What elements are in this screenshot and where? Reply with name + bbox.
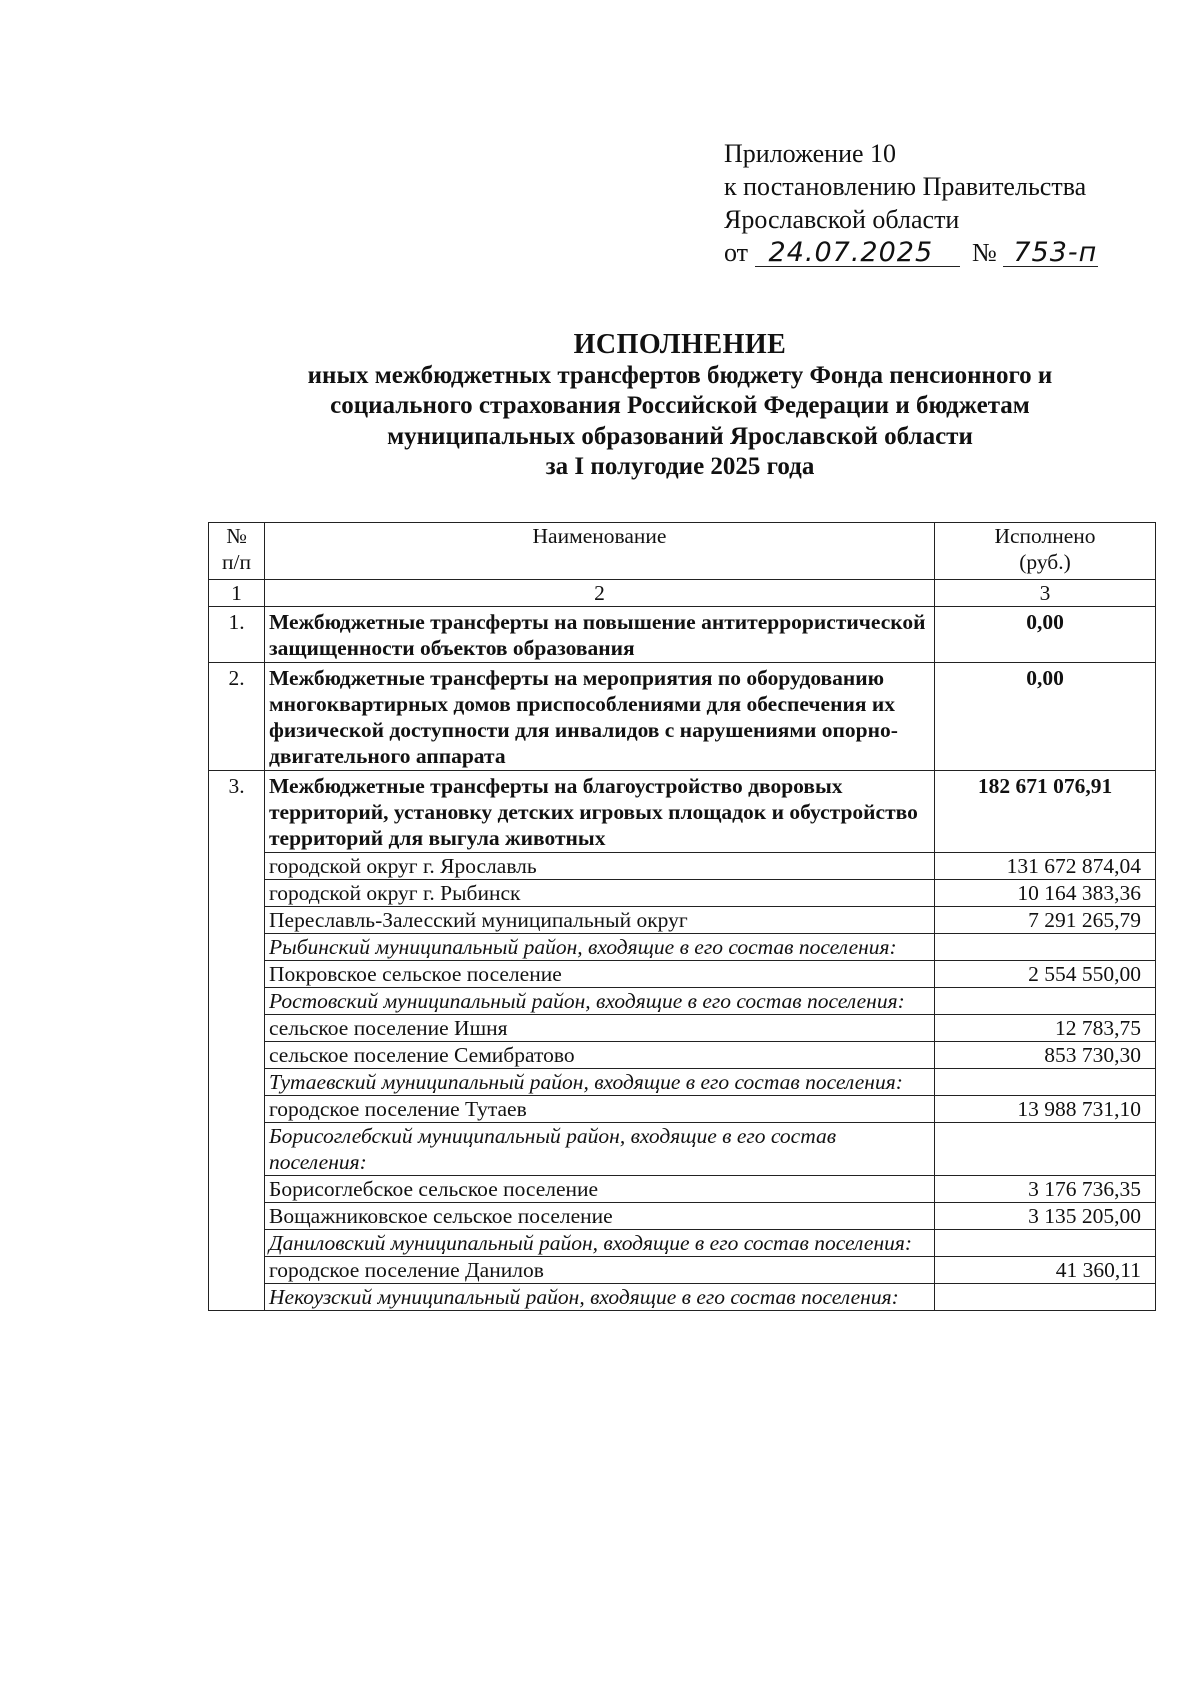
table-row [209, 1176, 1156, 1203]
section-2-num: 2. [209, 663, 265, 771]
municipality-amount: 13 988 731,10 [935, 1096, 1156, 1123]
table-row [209, 1203, 1156, 1230]
municipality-amount: 131 672 874,04 [935, 853, 1156, 880]
header-executed [935, 523, 1156, 580]
title-line-1: иных межбюджетных трансфертов бюджету Фонда пенсионного и [307, 361, 1053, 389]
handwritten-number: 753-п [1003, 240, 1098, 267]
header-num-line-2: п/п [222, 550, 251, 574]
appendix-date-line [724, 236, 1164, 269]
appendix-header [724, 137, 1164, 269]
municipality-amount: 10 164 383,36 [935, 880, 1156, 907]
section-1-name: Межбюджетные трансферты на повышение антитеррористической защищенности объектов образования [265, 607, 935, 663]
appendix-line-3: Ярославской области [724, 205, 960, 234]
table-row [209, 1015, 1156, 1042]
title-line-2: социального страхования Российской Федерации и бюджетам [330, 392, 1030, 419]
municipality-amount: 41 360,11 [935, 1257, 1156, 1284]
district-group-label: Некоузский муниципальный район, входящие в его состав поселения: [265, 1284, 935, 1311]
appendix-line-2: к постановлению Правительства [724, 172, 1087, 201]
column-number-3: 3 [935, 580, 1156, 607]
table-row [209, 607, 1156, 663]
column-number-2: 2 [265, 580, 935, 607]
municipality-amount [935, 1123, 1156, 1176]
table-row [209, 1123, 1156, 1176]
municipality-amount [935, 934, 1156, 961]
document-title [160, 330, 1200, 483]
title-line-4: за I полугодие 2025 года [545, 453, 815, 480]
municipality-name: Переславль-Залесский муниципальный округ [265, 907, 935, 934]
title-main: ИСПОЛНЕНИЕ [573, 329, 787, 360]
municipality-amount [935, 1069, 1156, 1096]
municipality-name: городской округ г. Ярославль [265, 853, 935, 880]
section-2-amount: 0,00 [935, 663, 1156, 771]
header-executed-line-2: (руб.) [1019, 550, 1071, 574]
table-row [209, 934, 1156, 961]
table-row [209, 1042, 1156, 1069]
section-1-num: 1. [209, 607, 265, 663]
number-prefix: № [972, 238, 997, 267]
municipality-name: Вощажниковское сельское поселение [265, 1203, 935, 1230]
table-header-row [209, 523, 1156, 580]
municipality-amount [935, 988, 1156, 1015]
handwritten-date: 24.07.2025 [755, 240, 960, 267]
district-group-label: Даниловский муниципальный район, входящие в его состав поселения: [265, 1230, 935, 1257]
header-executed-line-1: Исполнено [994, 524, 1096, 548]
title-line-3: муниципальных образований Ярославской области [387, 422, 973, 450]
district-group-label: Рыбинский муниципальный район, входящие в его состав поселения: [265, 934, 935, 961]
appendix-line-1: Приложение 10 [724, 139, 897, 168]
municipality-name: городской округ г. Рыбинск [265, 880, 935, 907]
table-row [209, 853, 1156, 880]
budget-table [208, 522, 1156, 1311]
district-group-label: Борисоглебский муниципальный район, входящие в его состав поселения: [265, 1123, 935, 1176]
district-group-label: Ростовский муниципальный район, входящие в его состав поселения: [265, 988, 935, 1015]
column-number-row [209, 580, 1156, 607]
header-num-line-1: № [226, 524, 247, 548]
table-row [209, 1069, 1156, 1096]
municipality-amount: 12 783,75 [935, 1015, 1156, 1042]
table-row [209, 907, 1156, 934]
table-row [209, 1096, 1156, 1123]
date-prefix: от [724, 238, 749, 267]
municipality-amount [935, 1230, 1156, 1257]
municipality-name: сельское поселение Семибратово [265, 1042, 935, 1069]
section-3-amount: 182 671 076,91 [935, 771, 1156, 853]
section-3-num: 3. [209, 771, 265, 1311]
table-row [209, 1284, 1156, 1311]
table-row [209, 771, 1156, 853]
table-row [209, 961, 1156, 988]
table-row [209, 988, 1156, 1015]
header-num [209, 523, 265, 580]
municipality-amount: 7 291 265,79 [935, 907, 1156, 934]
section-1-amount: 0,00 [935, 607, 1156, 663]
header-name: Наименование [265, 523, 935, 580]
municipality-name: городское поселение Данилов [265, 1257, 935, 1284]
section-3-name: Межбюджетные трансферты на благоустройство дворовых территорий, установку детских игровых площадок и обустройство территорий для выгула животных [265, 771, 935, 853]
municipality-name: городское поселение Тутаев [265, 1096, 935, 1123]
municipality-amount: 853 730,30 [935, 1042, 1156, 1069]
municipality-amount: 3 176 736,35 [935, 1176, 1156, 1203]
table-row [209, 663, 1156, 771]
table-row [209, 880, 1156, 907]
municipality-name: Борисоглебское сельское поселение [265, 1176, 935, 1203]
district-group-label: Тутаевский муниципальный район, входящие в его состав поселения: [265, 1069, 935, 1096]
municipality-amount: 3 135 205,00 [935, 1203, 1156, 1230]
municipality-amount [935, 1284, 1156, 1311]
table-row [209, 1230, 1156, 1257]
municipality-name: Покровское сельское поселение [265, 961, 935, 988]
table-row [209, 1257, 1156, 1284]
section-2-name: Межбюджетные трансферты на мероприятия по оборудованию многоквартирных домов приспособлениями для обеспечения их физической доступности для инвалидов с нарушениями опорно-двигательного аппарата [265, 663, 935, 771]
municipality-name: сельское поселение Ишня [265, 1015, 935, 1042]
column-number-1: 1 [209, 580, 265, 607]
municipality-amount: 2 554 550,00 [935, 961, 1156, 988]
